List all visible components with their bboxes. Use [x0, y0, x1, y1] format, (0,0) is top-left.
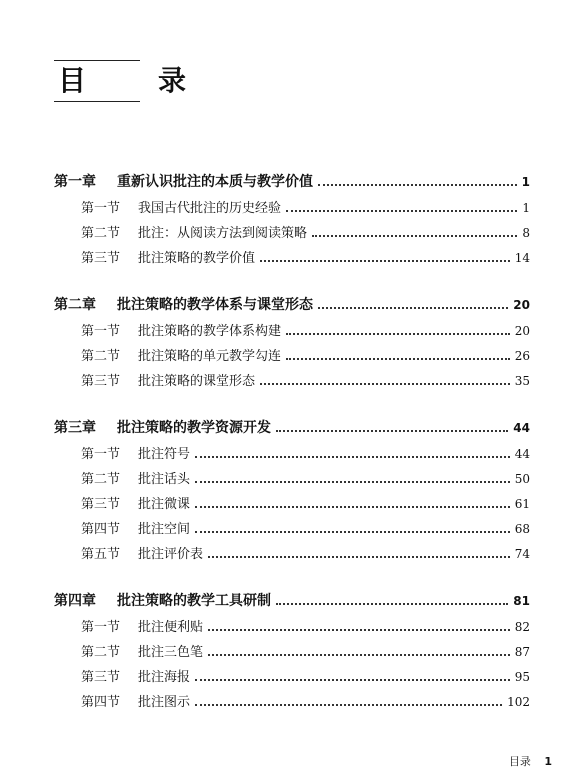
section-title: 批注：从阅读方法到阅读策略	[138, 226, 308, 241]
dot-leader	[260, 382, 510, 385]
section-number: 第二节	[81, 226, 121, 241]
section-number: 第一节	[81, 201, 121, 216]
section-number: 第二节	[81, 349, 121, 364]
section-title: 批注策略的教学价值	[138, 251, 256, 266]
section-title: 批注话头	[138, 472, 191, 487]
section-title: 批注图示	[138, 695, 191, 710]
chapter-page-number: 44	[513, 421, 530, 435]
section-title: 批注三色笔	[138, 645, 204, 660]
section-page-number: 68	[514, 522, 530, 536]
chapter-entry[interactable]	[54, 170, 530, 195]
section-title: 批注海报	[138, 670, 191, 685]
dot-leader	[276, 429, 508, 432]
dot-leader	[208, 555, 510, 558]
section-number: 第一节	[81, 447, 121, 462]
section-page-number: 61	[514, 497, 530, 511]
chapter-title: 批注策略的教学体系与课堂形态	[117, 297, 313, 313]
section-entry[interactable]	[54, 246, 530, 271]
section-number: 第三节	[81, 670, 121, 685]
section-number: 第五节	[81, 547, 121, 562]
dot-leader	[208, 653, 510, 656]
section-page-number: 102	[507, 695, 530, 709]
section-entry[interactable]	[54, 369, 530, 394]
dot-leader	[195, 505, 510, 508]
dot-leader	[195, 678, 510, 681]
table-of-contents	[54, 170, 530, 737]
section-number: 第二节	[81, 645, 121, 660]
section-page-number: 82	[514, 620, 530, 634]
footer-page-number: 1	[544, 755, 552, 768]
dot-leader	[286, 332, 510, 335]
chapter-entry[interactable]	[54, 293, 530, 318]
dot-leader	[318, 183, 517, 186]
section-number: 第四节	[81, 695, 121, 710]
chapter-number: 第四章	[54, 593, 96, 609]
section-entry[interactable]	[54, 517, 530, 542]
chapter-number: 第一章	[54, 174, 96, 190]
section-number: 第三节	[81, 251, 121, 266]
dot-leader	[318, 306, 508, 309]
section-page-number: 8	[522, 226, 530, 240]
section-title: 批注微课	[138, 497, 191, 512]
section-page-number: 95	[514, 670, 530, 684]
dot-leader	[286, 209, 517, 212]
section-title: 我国古代批注的历史经验	[138, 201, 282, 216]
chapter-block	[54, 293, 530, 394]
chapter-title: 重新认识批注的本质与教学价值	[117, 174, 313, 190]
section-title: 批注符号	[138, 447, 191, 462]
dot-leader	[195, 703, 502, 706]
section-page-number: 20	[514, 324, 530, 338]
section-page-number: 44	[514, 447, 530, 461]
section-page-number: 74	[514, 547, 530, 561]
section-entry[interactable]	[54, 542, 530, 567]
section-title: 批注策略的单元教学勾连	[138, 349, 282, 364]
toc-title: 目 录	[58, 64, 209, 97]
section-entry[interactable]	[54, 690, 530, 715]
chapter-block	[54, 416, 530, 567]
chapter-entry[interactable]	[54, 589, 530, 614]
toc-title-box	[54, 60, 209, 102]
dot-leader	[286, 357, 510, 360]
section-entry[interactable]	[54, 344, 530, 369]
chapter-number: 第二章	[54, 297, 96, 313]
section-page-number: 14	[514, 251, 530, 265]
page-footer	[509, 753, 552, 769]
section-entry[interactable]	[54, 665, 530, 690]
section-title: 批注便利贴	[138, 620, 204, 635]
chapter-title: 批注策略的教学工具研制	[117, 593, 271, 609]
section-page-number: 87	[514, 645, 530, 659]
footer-label: 目录	[508, 755, 531, 768]
section-page-number: 35	[514, 374, 530, 388]
section-number: 第一节	[81, 620, 121, 635]
dot-leader	[195, 530, 510, 533]
dot-leader	[208, 628, 510, 631]
dot-leader	[195, 480, 510, 483]
section-number: 第三节	[81, 374, 121, 389]
section-page-number: 26	[514, 349, 530, 363]
dot-leader	[260, 259, 510, 262]
section-title: 批注策略的教学体系构建	[138, 324, 282, 339]
dot-leader	[195, 455, 510, 458]
chapter-block	[54, 589, 530, 715]
section-entry[interactable]	[54, 319, 530, 344]
chapter-block	[54, 170, 530, 271]
dot-leader	[276, 602, 508, 605]
section-entry[interactable]	[54, 196, 530, 221]
chapter-title: 批注策略的教学资源开发	[117, 420, 271, 436]
section-number: 第四节	[81, 522, 121, 537]
chapter-page-number: 81	[513, 594, 530, 608]
section-number: 第二节	[81, 472, 121, 487]
section-entry[interactable]	[54, 492, 530, 517]
chapter-page-number: 20	[513, 298, 530, 312]
section-entry[interactable]	[54, 442, 530, 467]
section-title: 批注策略的课堂形态	[138, 374, 256, 389]
chapter-entry[interactable]	[54, 416, 530, 441]
section-page-number: 50	[514, 472, 530, 486]
section-entry[interactable]	[54, 467, 530, 492]
section-entry[interactable]	[54, 615, 530, 640]
section-number: 第一节	[81, 324, 121, 339]
dot-leader	[312, 234, 517, 237]
chapter-number: 第三章	[54, 420, 96, 436]
section-entry[interactable]	[54, 221, 530, 246]
section-page-number: 1	[522, 201, 530, 215]
section-title: 批注评价表	[138, 547, 204, 562]
chapter-page-number: 1	[521, 175, 530, 189]
section-title: 批注空间	[138, 522, 191, 537]
section-entry[interactable]	[54, 640, 530, 665]
section-number: 第三节	[81, 497, 121, 512]
